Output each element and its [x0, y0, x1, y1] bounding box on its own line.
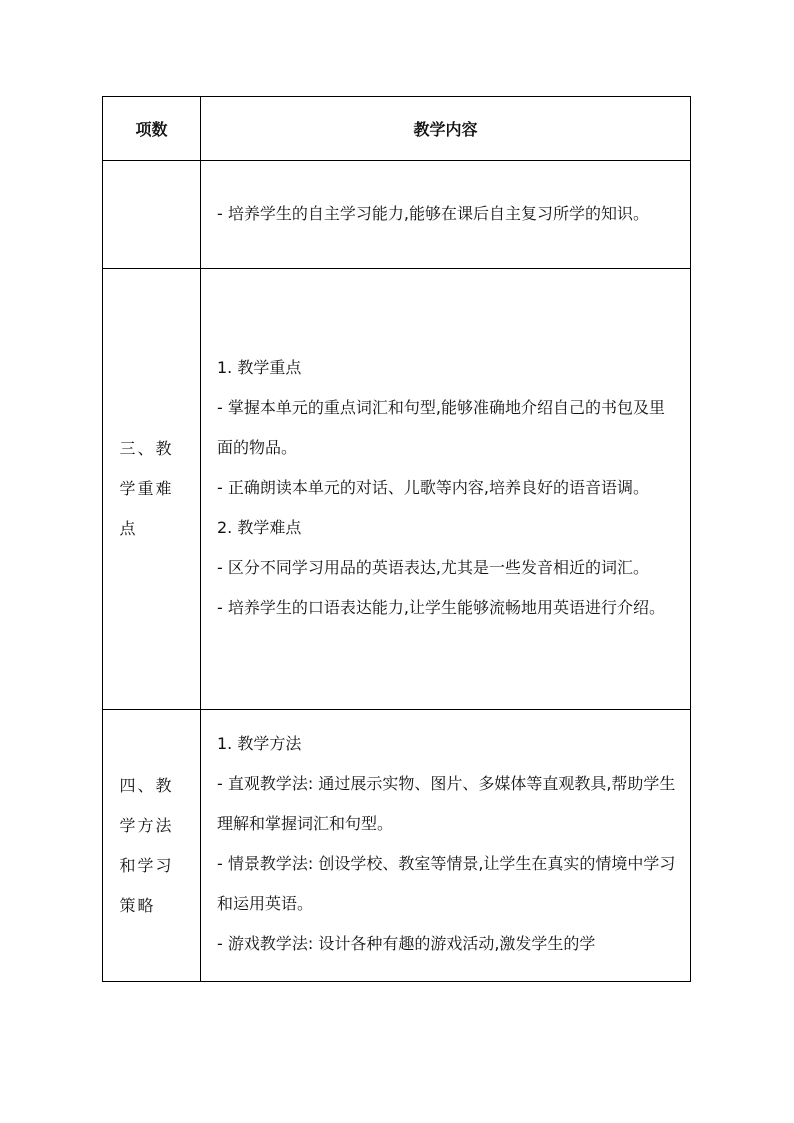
- content-line: - 培养学生的自主学习能力,能够在课后自主复习所学的知识。: [217, 203, 649, 223]
- content-line: - 情景教学法: 创设学校、教室等情景,让学生在真实的情境中学习和运用英语。: [217, 854, 676, 913]
- table-row: [103, 161, 691, 269]
- header-item-count: 项数: [103, 97, 201, 161]
- row-content: [201, 710, 691, 982]
- content-line: - 区分不同学习用品的英语表达,尤其是一些发音相近的词汇。: [217, 558, 649, 577]
- content-line: 1. 教学方法: [217, 734, 302, 753]
- row-label: 四、教学方法和学习策略: [103, 710, 201, 982]
- row-content: [201, 161, 691, 269]
- content-line: 1. 教学重点: [217, 358, 302, 377]
- content-line: - 直观教学法: 通过展示实物、图片、多媒体等直观教具,帮助学生理解和掌握词汇和句型。: [217, 774, 676, 833]
- content-line: - 游戏教学法: 设计各种有趣的游戏活动,激发学生的学: [217, 934, 596, 953]
- table-row: [103, 269, 691, 710]
- row-label: 三、教学重难点: [103, 269, 201, 710]
- table-header-row: [103, 97, 691, 161]
- table-row: [103, 710, 691, 982]
- row-content: [201, 269, 691, 710]
- lesson-plan-table: [102, 96, 691, 982]
- content-line: 2. 教学难点: [217, 518, 302, 537]
- content-line: - 培养学生的口语表达能力,让学生能够流畅地用英语进行介绍。: [217, 598, 665, 617]
- row-label: [103, 161, 201, 269]
- content-line: - 掌握本单元的重点词汇和句型,能够准确地介绍自己的书包及里面的物品。: [217, 398, 665, 457]
- content-line: - 正确朗读本单元的对话、儿歌等内容,培养良好的语音语调。: [217, 478, 649, 497]
- header-teaching-content: 教学内容: [201, 97, 691, 161]
